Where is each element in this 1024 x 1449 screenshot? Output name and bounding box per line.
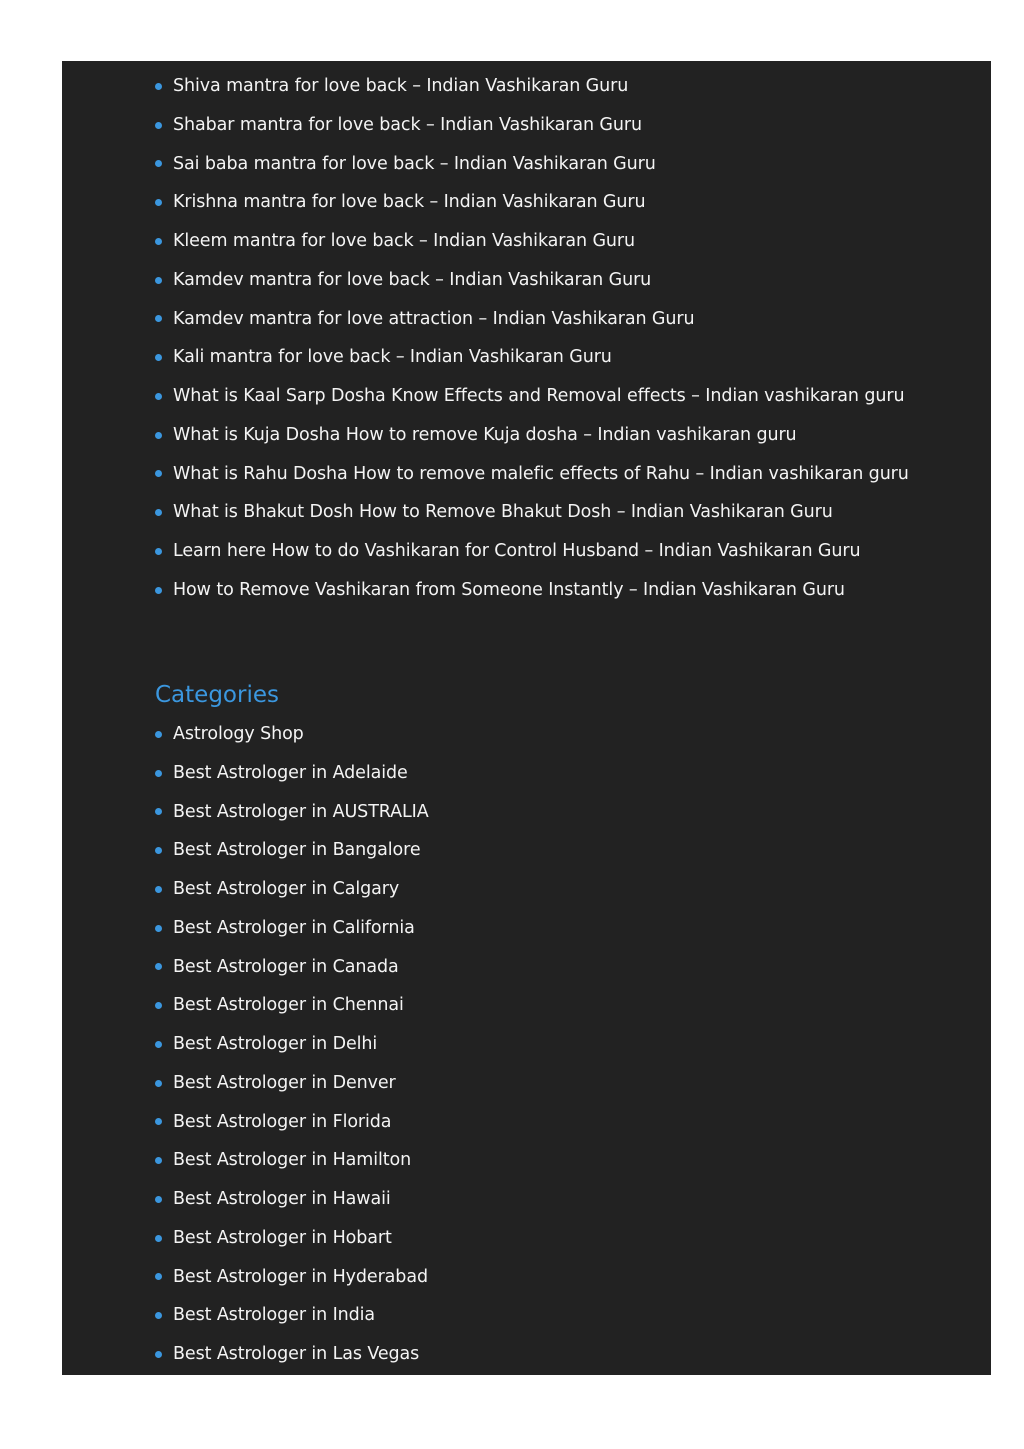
recent-post-item [155,532,909,571]
category-item [155,1103,429,1142]
bullet-icon [155,277,162,284]
categories-list [155,715,429,1374]
bullet-icon [155,587,162,594]
recent-post-link[interactable]: Shiva mantra for love back – Indian Vashikaran Guru [173,76,629,96]
bullet-icon [155,1273,162,1280]
bullet-icon [155,1312,162,1319]
recent-post-item [155,67,909,106]
category-link[interactable]: Best Astrologer in Adelaide [173,762,408,783]
recent-post-item [155,571,909,610]
category-item [155,831,429,870]
bullet-icon [155,1196,162,1203]
bullet-icon [155,1080,162,1087]
recent-post-item [155,145,909,184]
category-link[interactable]: Best Astrologer in Hamilton [173,1150,412,1171]
bullet-icon [155,1351,162,1358]
recent-post-link[interactable]: How to Remove Vashikaran from Someone Instantly – Indian Vashikaran Guru [173,579,845,600]
category-item [155,986,429,1025]
category-item [155,948,429,987]
recent-post-link[interactable]: Krishna mantra for love back – Indian Vashikaran Guru [173,192,646,213]
category-item [155,909,429,948]
category-item [155,715,429,754]
category-link[interactable]: Best Astrologer in Florida [173,1111,392,1132]
category-item [155,1025,429,1064]
recent-post-link[interactable]: Sai baba mantra for love back – Indian Vashikaran Guru [173,153,656,174]
category-link[interactable]: Astrology Shop [173,724,304,744]
category-item [155,793,429,832]
recent-post-link[interactable]: What is Kuja Dosha How to remove Kuja dosha – Indian vashikaran guru [173,424,797,445]
bullet-icon [155,354,162,361]
bullet-icon [155,731,162,738]
category-link[interactable]: Best Astrologer in Hobart [173,1227,392,1248]
bullet-icon [155,847,162,854]
bullet-icon [155,1157,162,1164]
recent-post-item [155,416,909,455]
category-link[interactable]: Best Astrologer in Canada [173,956,399,977]
recent-post-link[interactable]: Kali mantra for love back – Indian Vashikaran Guru [173,347,612,368]
category-link[interactable]: Best Astrologer in India [173,1305,376,1326]
category-link[interactable]: Best Astrologer in California [173,917,415,938]
category-item [155,1180,429,1219]
category-link[interactable]: Best Astrologer in Chennai [173,995,404,1016]
category-link[interactable]: Best Astrologer in Calgary [173,879,400,899]
recent-post-item [155,222,909,261]
recent-post-link[interactable]: Kamdev mantra for love back – Indian Vashikaran Guru [173,269,652,290]
recent-post-item [155,183,909,222]
bullet-icon [155,470,162,477]
bullet-icon [155,808,162,815]
recent-post-link[interactable]: Shabar mantra for love back – Indian Vashikaran Guru [173,114,642,135]
bullet-icon [155,925,162,932]
bullet-icon [155,886,162,893]
recent-post-item [155,493,909,532]
category-link[interactable]: Best Astrologer in AUSTRALIA [173,801,429,822]
category-link[interactable]: Best Astrologer in Hawaii [173,1189,391,1209]
bullet-icon [155,770,162,777]
category-item [155,870,429,909]
bullet-icon [155,83,162,90]
bullet-icon [155,238,162,245]
bullet-icon [155,548,162,555]
recent-post-link[interactable]: Learn here How to do Vashikaran for Control Husband – Indian Vashikaran Guru [173,541,861,561]
category-link[interactable]: Best Astrologer in Denver [173,1072,396,1093]
category-item [155,1064,429,1103]
categories-heading: Categories [155,682,279,708]
bullet-icon [155,122,162,129]
recent-post-link[interactable]: What is Bhakut Dosh How to Remove Bhakut Dosh – Indian Vashikaran Guru [173,502,833,523]
recent-post-item [155,377,909,416]
bullet-icon [155,315,162,322]
category-link[interactable]: Best Astrologer in Las Vegas [173,1344,420,1364]
bullet-icon [155,1041,162,1048]
category-item [155,1219,429,1258]
category-item [155,1258,429,1297]
bullet-icon [155,1235,162,1242]
bullet-icon [155,393,162,400]
recent-post-link[interactable]: Kamdev mantra for love attraction – Indian Vashikaran Guru [173,308,695,329]
recent-post-item [155,261,909,300]
recent-post-item [155,106,909,145]
recent-post-item [155,455,909,494]
recent-posts-list [155,67,909,610]
recent-post-link[interactable]: What is Kaal Sarp Dosha Know Effects and Removal effects – Indian vashikaran guru [173,386,905,406]
bullet-icon [155,160,162,167]
category-item [155,1296,429,1335]
bullet-icon [155,432,162,439]
bullet-icon [155,963,162,970]
category-item [155,1141,429,1180]
recent-post-link[interactable]: Kleem mantra for love back – Indian Vashikaran Guru [173,231,636,251]
bullet-icon [155,1118,162,1125]
sidebar-panel [62,61,991,1375]
bullet-icon [155,509,162,516]
bullet-icon [155,1002,162,1009]
category-item [155,1335,429,1374]
category-link[interactable]: Best Astrologer in Delhi [173,1034,378,1054]
category-link[interactable]: Best Astrologer in Bangalore [173,840,421,861]
recent-post-item [155,300,909,339]
recent-post-item [155,338,909,377]
recent-post-link[interactable]: What is Rahu Dosha How to remove malefic effects of Rahu – Indian vashikaran guru [173,463,909,484]
bullet-icon [155,199,162,206]
category-item [155,754,429,793]
category-link[interactable]: Best Astrologer in Hyderabad [173,1266,428,1287]
